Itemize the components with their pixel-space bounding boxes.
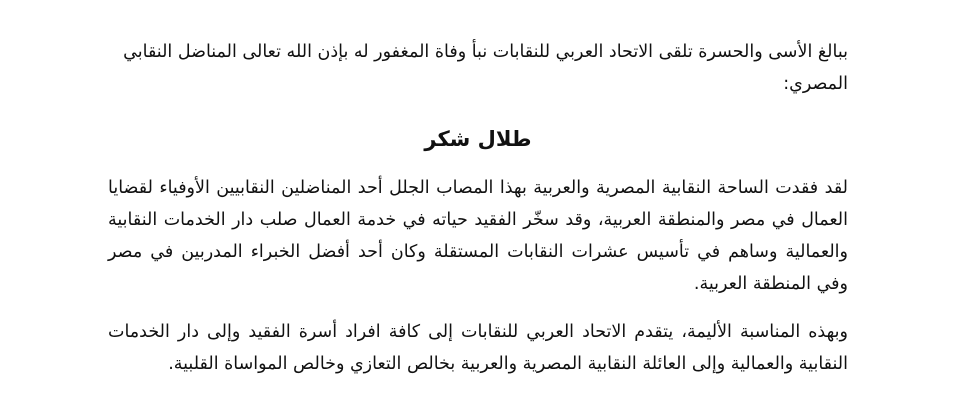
condolence-document [108,36,848,396]
tribute-paragraph: لقد فقدت الساحة النقابية المصرية والعربية بهذا المصاب الجلل أحد المناضلين النقابيين الأوفياء لقضايا العمال في مصر والمنطقة العربية، وقد سخّر الفقيد حياته في خدمة العمال صلب دار الخدمات النقابية والعمالية وساهم في تأسيس عشرات النقابات المستقلة وكان أحد أفضل الخبراء المدربين في مصر وفي المنطقة العربية. [108,178,848,294]
deceased-name-title: طلال شكر [424,127,532,151]
condolences-paragraph: وبهذه المناسبة الأليمة، يتقدم الاتحاد العربي للنقابات إلى كافة افراد أسرة الفقيد وإلى دار الخدمات النقابية والعمالية وإلى العائلة النقابية المصرية والعربية بخالص التعازي وخالص المواساة القلبية. [108,322,848,374]
intro-paragraph: ببالغ الأسى والحسرة تلقى الاتحاد العربي للنقابات نبأ وفاة المغفور له بإذن الله تعالى المناضل النقابي المصري: [123,42,848,94]
